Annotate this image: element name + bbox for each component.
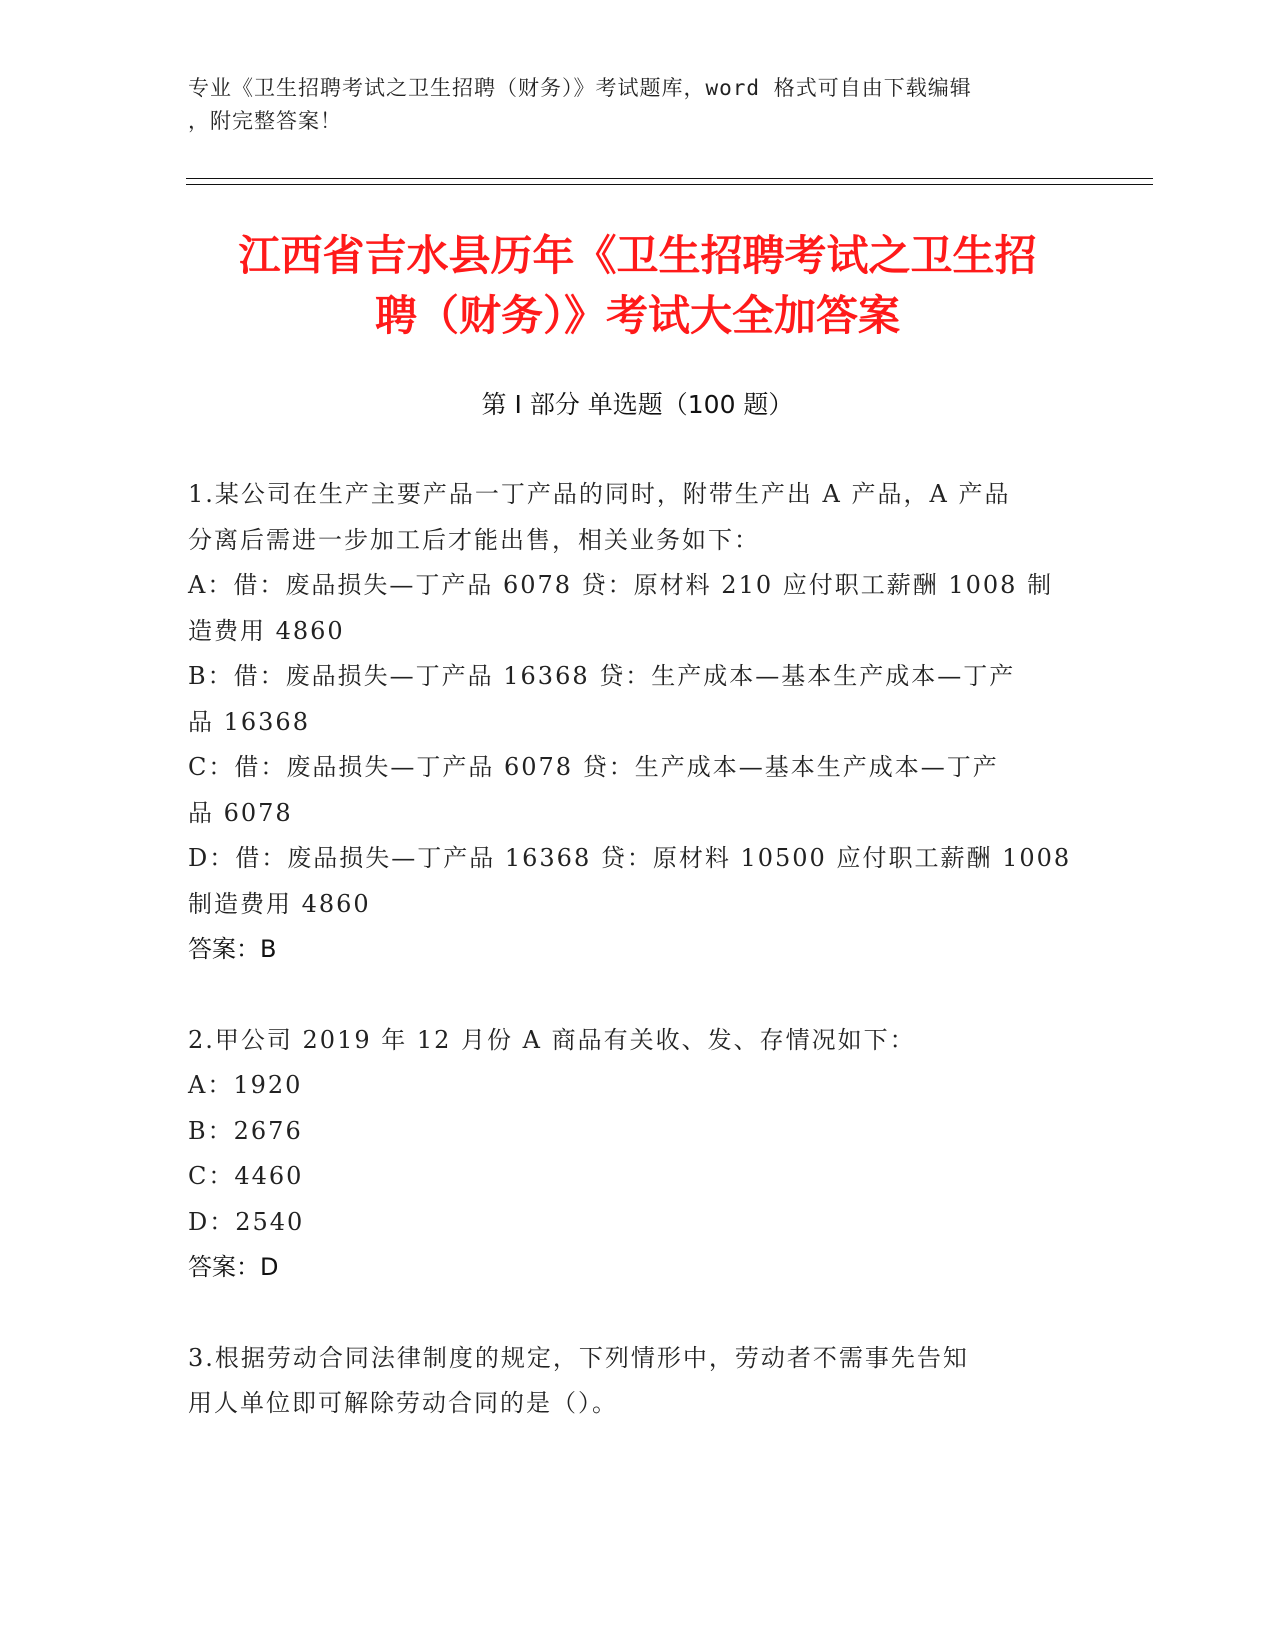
question-1-option-a-cont: 造费用 4860 <box>188 616 345 645</box>
question-1-stem-line-2: 分离后需进一步加工后才能出售，相关业务如下： <box>188 525 760 554</box>
question-list <box>188 472 1088 1472</box>
header-note-line-1: 专业《卫生招聘考试之卫生招聘（财务）》考试题库，word 格式可自由下载编辑 <box>188 76 972 100</box>
question-3-stem-line-1: 3.根据劳动合同法律制度的规定，下列情形中，劳动者不需事先告知 <box>188 1343 969 1372</box>
question-2-option-a: A：1920 <box>188 1071 303 1099</box>
document-title <box>160 226 1115 346</box>
question-2 <box>188 1018 1088 1291</box>
header-note <box>188 72 1068 138</box>
header-note-line-2: ，附完整答案！ <box>188 109 342 133</box>
question-2-option-b: B：2676 <box>188 1116 303 1145</box>
document-title-line-2: 聘（财务）》考试大全加答案 <box>374 291 900 340</box>
question-1-option-b-cont: 品 16368 <box>188 707 310 736</box>
question-2-stem: 2.甲公司 2019 年 12 月份 A 商品有关收、发、存情况如下： <box>188 1025 916 1054</box>
section-title: 第 I 部分 单选题（100 题） <box>481 390 794 419</box>
question-1-option-d: D：借：废品损失—丁产品 16368 贷：原材料 10500 应付职工薪酬 1008 <box>188 844 1072 872</box>
question-3 <box>188 1336 1088 1427</box>
question-3-stem-line-2: 用人单位即可解除劳动合同的是（）。 <box>188 1389 618 1417</box>
header-divider-top <box>186 178 1153 179</box>
question-1-option-c: C：借：废品损失—丁产品 6078 贷：生产成本—基本生产成本—丁产 <box>188 753 999 781</box>
question-2-option-c: C：4460 <box>188 1162 304 1190</box>
header-divider-bottom <box>186 184 1153 185</box>
question-1-answer: 答案：B <box>188 935 277 963</box>
question-1 <box>188 472 1088 973</box>
question-1-option-b: B：借：废品损失—丁产品 16368 贷：生产成本—基本生产成本—丁产 <box>188 662 1016 690</box>
question-1-option-a: A：借：废品损失—丁产品 6078 贷：原材料 210 应付职工薪酬 1008 制 <box>188 571 1054 599</box>
document-title-line-1: 江西省吉水县历年《卫生招聘考试之卫生招 <box>238 231 1037 280</box>
question-2-option-d: D：2540 <box>188 1207 305 1236</box>
question-2-answer: 答案：D <box>188 1253 279 1281</box>
question-1-stem-line-1: 1.某公司在生产主要产品一丁产品的同时，附带生产出 A 产品，A 产品 <box>188 480 1011 508</box>
question-1-option-c-cont: 品 6078 <box>188 798 293 827</box>
question-1-option-d-cont: 制造费用 4860 <box>188 889 371 918</box>
